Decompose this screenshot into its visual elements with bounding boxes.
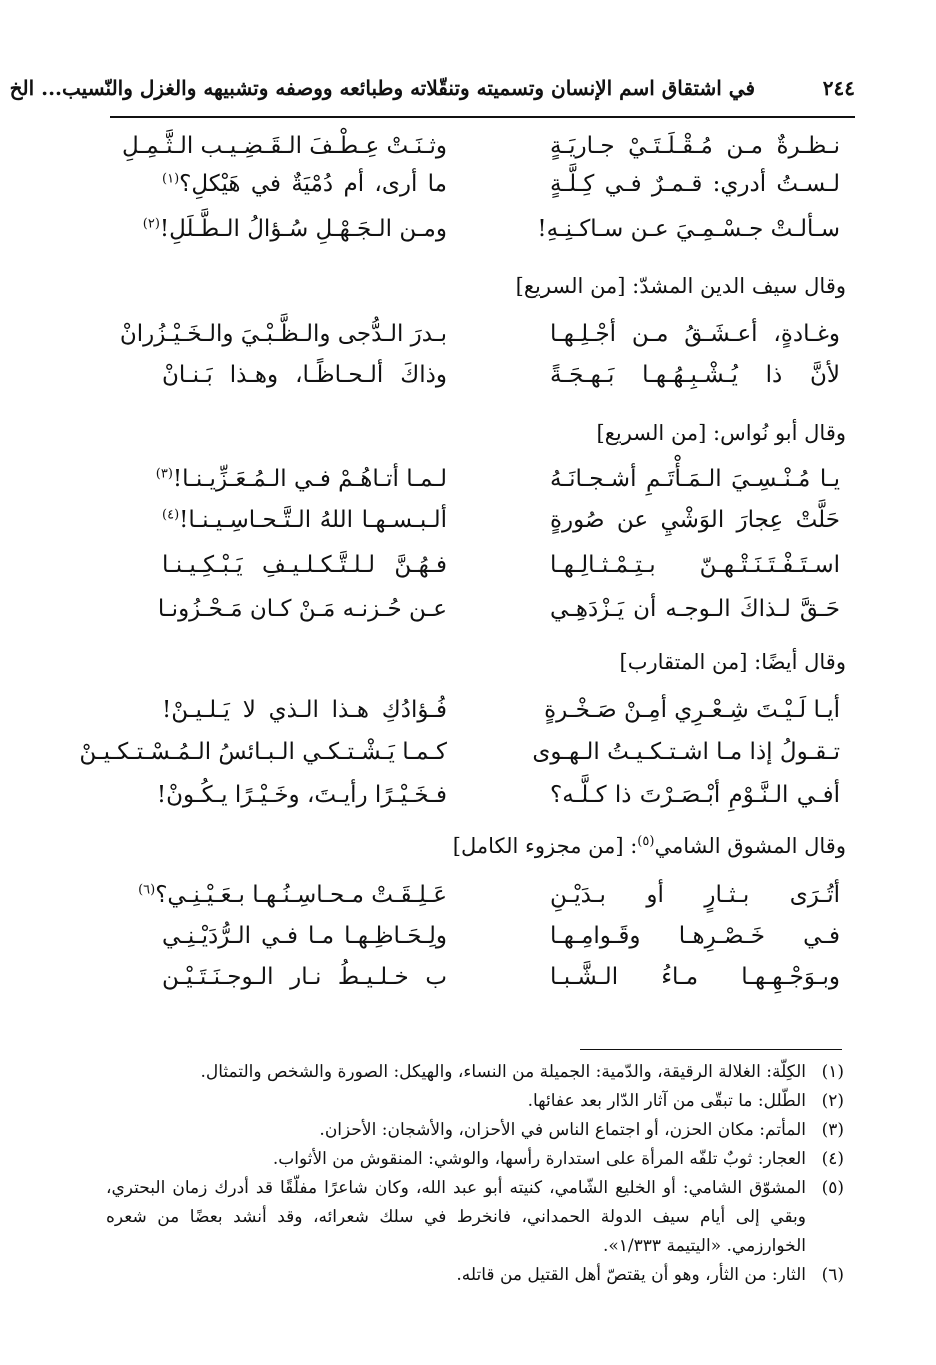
- hemistich-text: ومـن الـجَـهْـلِ سُـؤالُ الـطَّـلَلِ!: [159, 216, 447, 242]
- verse-second-hemistich: كـمـا يَـشْـتـكـي الـبـائسُ الـمُـسْـتـكـيـنْ: [79, 739, 447, 765]
- verse-first-hemistich: لـسـتُ أدري: قـمـرٌ فـي كِـلَّـةٍ: [550, 171, 840, 197]
- verse-second-hemistich: ب خـلـيـطُ نـار الـوجـنَـتَـيْـن: [162, 964, 447, 990]
- verse-second-hemistich: [162, 171, 447, 197]
- poem-intro: [453, 834, 846, 858]
- verse-first-hemistich: حَـقَّ لـذاكَ الـوجـه أن يَـزْدَهِـي: [550, 596, 840, 622]
- verse-line: [110, 507, 850, 547]
- poem-intro: وقال سيف الدين المشدّ: [من السريع]: [515, 274, 846, 298]
- footnote: [106, 1145, 844, 1174]
- verse-first-hemistich: تـقـولُ إذا مـا اشـتـكـيـتُ الـهـوى: [532, 739, 840, 765]
- verse-second-hemistich: ولِـحَـاظِـهـا مـا فـي الـرُّدَيْـنِـي: [162, 923, 447, 949]
- verse-first-hemistich: حَلَّتْ عِجارَ الوَشْيِ عن صُورةٍ: [550, 507, 840, 533]
- intro-poet: وقال المشوق الشامي: [654, 834, 846, 858]
- verse-first-hemistich: لأنَّ ذا يُـشْـبِـهُـهـا بَـهـجَـةً: [550, 362, 840, 388]
- verse-first-hemistich: وغـادةٍ، أعـشَـقُ مـن أجْـلِـهـا: [550, 321, 840, 347]
- footnote-ref: (٦): [138, 882, 156, 898]
- footnote-number: (١): [821, 1062, 844, 1082]
- page-number: ٢٤٤: [822, 76, 855, 100]
- verse-second-hemistich: عـن حُـزنـه مَـنْ كـان مَـحْـزُونـا: [157, 596, 447, 622]
- hemistich-text: لـمـا أتـاهُـمْ فـي الـمُـعَـزِّيـنـا!: [172, 466, 447, 492]
- footnote-ref: (٢): [142, 216, 160, 232]
- verse-line: [110, 362, 850, 402]
- verse-line: [110, 552, 850, 592]
- footnote-number: (٦): [821, 1265, 844, 1285]
- verse-line: [110, 216, 850, 256]
- footnote-text: الثار: من الثأر، وهو أن يقتصّ أهل القتيل من قاتله.: [456, 1265, 806, 1285]
- footnote-ref: (١): [162, 171, 180, 187]
- footnotes: [106, 1058, 844, 1290]
- verse-second-hemistich: [138, 882, 447, 908]
- verse-line: [79, 739, 850, 779]
- poem-intro: وقال أبو نُواس: [من السريع]: [596, 421, 846, 445]
- verse-second-hemistich: [121, 133, 447, 159]
- verse-second-hemistich: [155, 466, 447, 492]
- footnote-number: (٤): [821, 1149, 844, 1169]
- verse-line: [110, 782, 850, 822]
- verse-second-hemistich: [162, 507, 447, 533]
- verse-first-hemistich: نـظـرةٌ مـن مُـقْـلَـتَـيْ جـاريَـةٍ: [550, 133, 840, 159]
- footnote-ref: (٥): [637, 834, 655, 849]
- footnote: [106, 1087, 844, 1116]
- verse-first-hemistich: أتُـرَى بـثـارٍ أو بـدَيْـنِ: [550, 882, 840, 908]
- footnote-text: الطّلل: ما تبقّى من آثار الدّار بعد عفائها.: [527, 1091, 806, 1111]
- verse-first-hemistich: سـألـتْ جـسْـمِـيَ عـن سـاكـنِـهِ!: [537, 216, 840, 242]
- verse-first-hemistich: أفـي الـنَّـوْمِ أبْـصَـرْتَ ذا كـلَّـه؟: [550, 782, 840, 808]
- verse-second-hemistich: فُـؤادُكِ هـذا الـذي لا يَـلـيـنْ!: [162, 697, 447, 723]
- running-title: في اشتقاق اسم الإنسان وتسميته وتنقّلاته وطبائعه ووصفه وتشبيهه والغزل والنّسيب... الخ: [9, 76, 755, 100]
- verse-line: [110, 171, 850, 211]
- verse-line: [110, 133, 850, 173]
- footnote-number: (٢): [821, 1091, 844, 1111]
- hemistich-text: عَـلِـقَـتْ مـحـاسِـنُـهـا بـعَـيْـنِـي؟: [155, 882, 447, 908]
- verse-first-hemistich: أيـا لَـيْـتَ شِـعْـرِي أمِـنْ صَـخْـرةٍ: [544, 697, 840, 723]
- verse-first-hemistich: فـي خَـصْـرِهـا وقَـوامِـهـا: [550, 923, 840, 949]
- verse-second-hemistich: فـهُـنَّ لـلـتَّـكـلـيـفِ يَـبْـكِـيـنـا: [162, 552, 447, 578]
- footnote-text: العجار: ثوبٌ تلفّه المرأة على استدارة رأسها، والوشي: المنقوش من الأثواب.: [272, 1149, 806, 1169]
- hemistich-text: وثـنَـتْ عِـطْـفَ الـقَـضِـيـب الـثَّـمِـلِ: [121, 133, 447, 159]
- verse-line: [110, 697, 850, 737]
- running-header: [9, 74, 855, 108]
- header-rule: [110, 116, 855, 118]
- footnote-rule: [580, 1049, 842, 1050]
- verse-second-hemistich: فـخَـيْـرًا رأيـتَ، وخَـيْـرًا يـكُـونْ!: [156, 782, 447, 808]
- verse-first-hemistich: يـا مُـنْـسِـيَ الـمَـأْتَـمِ أشـجـانَـهُ: [550, 466, 840, 492]
- footnote-ref: (٤): [162, 507, 180, 523]
- hemistich-text: ألـبـسـهـا اللهُ الـتَّـحـاسِـيـنـا!: [179, 507, 447, 533]
- footnote-text: المشوّق الشامي: أو الخليع الشّامي، كنيته أبو عبد الله، وكان شاعرًا مفلّقًا قد أدرك زمان البحتري، وبقي إلى أيام سيف الدولة الحمداني، فانخرط في سلك شعرائه، وقد أنشد بعضًا من شعره الخوارزمي. «اليتيمة ١/٣٣٣».: [106, 1178, 806, 1256]
- intro-meter: : [من مجزوء الكامل]: [452, 834, 638, 858]
- footnote-text: المأتم: مكان الحزن، أو اجتماع الناس في الأحزان، والأشجان: الأحزان.: [319, 1120, 806, 1140]
- footnote-text: الكِلّة: الغلالة الرقيقة، والدّمية: الجميلة من النساء، والهيكل: الصورة والشخص والتمثال.: [200, 1062, 806, 1082]
- verse-line: [110, 923, 850, 963]
- verse-line: [110, 596, 850, 636]
- footnote: [106, 1174, 844, 1261]
- verse-second-hemistich: بـدرَ الـدُّجى والـظَّـبْـيَ والـخَـيْـزُرانْ: [119, 321, 447, 347]
- footnote-number: (٣): [821, 1120, 844, 1140]
- footnote: [106, 1116, 844, 1145]
- verse-first-hemistich: وبـوَجْـهِـهـا مـاءُ الـشَّـبـا: [550, 964, 840, 990]
- verse-line: [110, 964, 850, 1004]
- footnote-number: (٥): [821, 1178, 844, 1198]
- verse-line: [110, 321, 850, 361]
- footnote-ref: (٣): [155, 466, 173, 482]
- verse-second-hemistich: [142, 216, 447, 242]
- poem-intro: وقال أيضًا: [من المتقارب]: [619, 650, 846, 674]
- verse-second-hemistich: وذاكَ ألـحـاظًـا، وهـذا بَـنـانْ: [162, 362, 447, 388]
- verse-line: [110, 882, 850, 922]
- verse-first-hemistich: اسـتَـفْـتَـنَـتْـهـنّ بـتِـمْـثـالِـهـا: [550, 552, 840, 578]
- hemistich-text: ما أرى، أم دُمْيَةٌ في هَيْكلِ؟: [179, 171, 447, 197]
- footnote: [106, 1261, 844, 1290]
- footnote: [106, 1058, 844, 1087]
- verse-line: [110, 466, 850, 506]
